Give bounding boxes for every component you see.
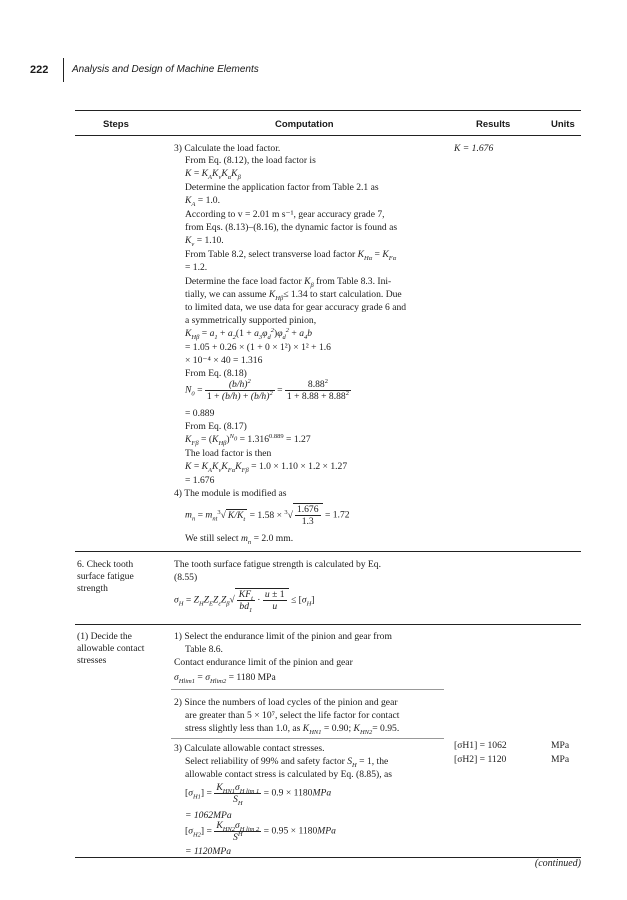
running-title: Analysis and Design of Machine Elements	[72, 64, 259, 75]
line-assume-text-a: tially, we can assume	[185, 289, 267, 300]
row-rule-2	[75, 624, 581, 625]
sub-rule-2	[171, 738, 444, 739]
eq-sigma-h1: $[\sigma_{H1}]$ = $\frac{K_{HN1}\sigma_{H lim 1}}{S_H}$ = 0.9 × 1180MPa	[185, 782, 332, 807]
line-khb-value: = 1.05 + 0.26 × (1 + 0 × 1²) × 1² + 1.6	[185, 342, 331, 353]
line-eq-855: (8.55)	[174, 572, 198, 583]
step-check-tooth-surface: 6. Check tooth surface fatigue strength	[77, 559, 134, 594]
line-slightly-less-text: stress slightly less than 1.0, as	[185, 723, 301, 734]
eq-sigma-h: $\sigma_H = Z_HZ_EZ_\varepsilon Z_\beta√$ $\frac{KF_t}{bd_1}$ · $\frac{u \pm 1}{u}$ ≤ $[\sigma_H]$	[174, 589, 315, 614]
line-n0-result: = 0.889	[185, 408, 215, 419]
continued-note: (continued)	[534, 858, 581, 869]
line-reliability: Select reliability of 99% and safety factor $S_H = 1$, the	[185, 756, 389, 769]
line-calc-load-factor: 3) Calculate the load factor.	[174, 143, 281, 154]
line-face-text-a: Determine the face load factor	[185, 276, 302, 287]
line-application-factor: Determine the application factor from Table 2.1 as	[185, 182, 379, 193]
eq-kv: $K_v = 1.10$.	[185, 235, 224, 248]
line-module-modified: 4) The module is modified as	[174, 488, 287, 499]
line-endurance-limit: 1) Select the endurance limit of the pinion and gear from	[174, 631, 392, 642]
line-dynamic-factor: from Eqs. (8.13)–(8.16), the dynamic factor is found as	[185, 222, 398, 233]
step-decide-allowable: (1) Decide the allowable contact stresses	[77, 631, 145, 666]
line-sigma-h1-value: = 1062MPa	[185, 810, 232, 821]
line-table-86: Table 8.6.	[185, 644, 223, 655]
line-calc-allowable: 3) Calculate allowable contact stresses.	[174, 743, 325, 754]
eq-module: $m_n = m_{nt}^3√$ $K/K_t = 1.58 \times ^3√$ $\frac{1.676}{1.3}$ = 1.72	[185, 504, 350, 527]
table-bottom-rule	[75, 857, 581, 858]
line-contact-endurance: Contact endurance limit of the pinion and gear	[174, 657, 353, 668]
eq-k-final: $K = K_AK_vK_{F\alpha}K_{F\beta} = 1.0 \times 1.10 \times 1.2 \times 1.27$	[185, 461, 348, 474]
line-k-value: = 1.676	[185, 475, 215, 486]
col-header-steps: Steps	[103, 119, 129, 130]
line-tooth-surface-strength: The tooth surface fatigue strength is calculated by Eq.	[174, 559, 381, 570]
result-k: K = 1.676	[454, 143, 494, 154]
unit-sigma-h1: MPa	[551, 740, 570, 751]
eq-khb-formula: $K_{H\beta} = a_1 + a_2(1 + a_3\varphi_d^2)\varphi_d^2 + a_4b$	[185, 326, 313, 341]
line-eq-885: allowable contact stress is calculated by Eq. (8.85), as	[185, 769, 392, 780]
line-load-cycles: 2) Since the numbers of load cycles of the pinion and gear	[174, 697, 398, 708]
line-life-factor: are greater than 5 × 10⁷, select the life factor for contact	[185, 710, 400, 721]
line-still-select: We still select $m_n = 2.0$ mm.	[185, 533, 294, 546]
eq-ka: $K_A = 1.0$.	[185, 195, 220, 208]
line-reliability-text-b: = 1, the	[359, 756, 389, 767]
result-sigma-h2: [σH2] = 1120	[454, 754, 507, 765]
eq-n0: $N_0$ = $\frac{(b/h)^2}{1 + (b/h) + (b/h)^2}$ = $\frac{8.88^2}{1 + 8.88 + 8.88^2}$	[185, 377, 349, 402]
line-limited-data: to limited data, we use data for gear accuracy grade 6 and	[185, 302, 407, 313]
eq-sigma-hlim: $\sigma_{Hlim1} = \sigma_{Hlim2} = 1180$ MPa	[174, 672, 276, 685]
unit-sigma-h2: MPa	[551, 754, 570, 765]
line-face-text-b: from Table 8.3. Ini-	[316, 276, 392, 287]
sub-rule-1	[171, 689, 444, 690]
eq-sigma-h2: $[\sigma_{H2}]$ = $\frac{K_{HN2}\sigma_{H lim 2}}{S^H}$ = 0.95 × 1180MPa	[185, 820, 336, 843]
eq-kfb: $K_{F\beta} = (K_{H\beta})^{N_0} = 1.316^{0.889} = 1.27$	[185, 432, 311, 447]
header-divider	[63, 58, 64, 82]
line-from-eq-812: From Eq. (8.12), the load factor is	[185, 155, 316, 166]
col-header-units: Units	[551, 119, 575, 130]
line-symmetric: a symmetrically supported pinion,	[185, 315, 317, 326]
line-slightly-less: stress slightly less than 1.0, as $K_{HN1} = 0.90$; $K_{HN2}= 0.95$.	[185, 723, 400, 736]
line-from-eq-817: From Eq. (8.17)	[185, 421, 247, 432]
eq-k-product: $K = K_AK_vK_\alpha K_\beta$	[185, 168, 241, 181]
line-transverse-text: From Table 8.2, select transverse load factor	[185, 249, 356, 260]
page-number: 222	[30, 64, 49, 76]
table-top-rule	[75, 110, 581, 111]
line-khb-result: × 10⁻⁴ × 40 = 1.316	[185, 355, 263, 366]
result-sigma-h1: [σH1] = 1062	[454, 740, 507, 751]
line-still-select-text: We still select	[185, 533, 239, 544]
line-transverse-factor: From Table 8.2, select transverse load factor $K_{H\alpha} = K_{F\alpha}$	[185, 249, 397, 262]
line-eq-1-2: = 1.2.	[185, 262, 208, 273]
col-header-computation: Computation	[275, 119, 334, 130]
line-load-factor-then: The load factor is then	[185, 448, 272, 459]
line-assume-text-b: ≤ 1.34 to start calculation. Due	[283, 289, 402, 300]
table-header-rule	[75, 135, 581, 136]
line-assume: tially, we can assume $K_{H\beta}\le 1.34$ to start calculation. Due	[185, 289, 402, 302]
col-header-results: Results	[476, 119, 511, 130]
line-according-v: According to v = 2.01 m s⁻¹, gear accuracy grade 7,	[185, 209, 385, 220]
line-sigma-h2-value: = 1120MPa	[185, 846, 231, 857]
row-rule-1	[75, 551, 581, 552]
line-from-eq-818: From Eq. (8.18)	[185, 368, 247, 379]
line-reliability-text-a: Select reliability of 99% and safety factor	[185, 756, 345, 767]
line-face-factor: Determine the face load factor $K_\beta$ from Table 8.3. Ini-	[185, 276, 392, 289]
